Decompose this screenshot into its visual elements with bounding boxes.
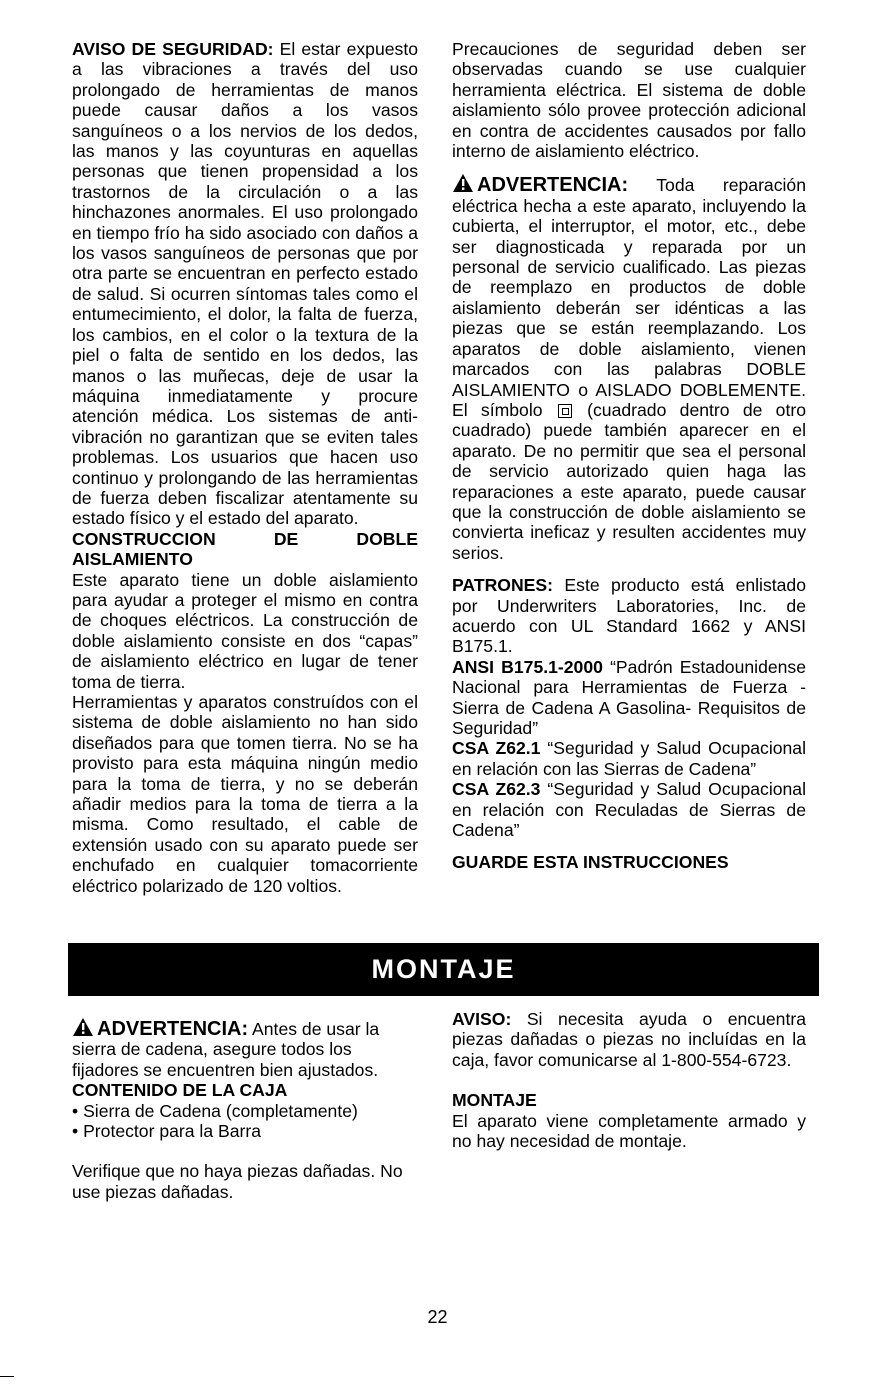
csa1-heading: CSA Z62.1 (452, 738, 541, 759)
precauciones-paragraph: Precauciones de seguridad deben ser observadas cuando se use cualquier herramienta eléctrica. El sistema de doble aislamiento sólo provee protección adicional en contra de accidentes causados por fallo interno de aislamiento eléctrico. (452, 39, 806, 162)
csa2-paragraph (452, 779, 806, 840)
bottom-right-column (452, 1009, 806, 1151)
double-insulation-symbol-icon (558, 404, 572, 418)
csa2-heading: CSA Z62.3 (452, 779, 541, 800)
patrones-paragraph (452, 575, 806, 657)
csa1-text: “Seguridad y Salud Ocupacional en relación con las Sierras de Cadena” (452, 738, 806, 779)
montaje-text: El aparato viene completamente armado y no hay necesidad de montaje. (452, 1110, 806, 1152)
verifique-paragraph: Verifique que no haya piezas dañadas. No use piezas dañadas. (72, 1161, 403, 1202)
ansi-paragraph (452, 657, 806, 739)
bottom-advertencia-heading: ADVERTENCIA: (97, 1018, 249, 1040)
corner-mark (0, 1376, 14, 1377)
bottom-aviso-heading: AVISO: (452, 1009, 512, 1029)
warning-triangle-icon (452, 173, 474, 193)
advertencia-text-1: Toda reparación eléctrica hecha a este aparato, incluyendo la cubierta, el interruptor, el motor, etc., debe ser diagnosticada y reparada por un personal de servicio cualificado. Las piezas de reemplazo en productos de doble aislamiento deberán ser idénticas a las piezas que se están reemplazando. Los aparatos de doble aislamiento, vienen marcados con las palabras DOBLE AISLAMIENTO o AISLADO DOBLEMENTE. El símbolo (452, 175, 806, 420)
list-item: • Sierra de Cadena (completamente) (72, 1101, 422, 1121)
ansi-heading: ANSI B175.1-2000 (452, 656, 603, 677)
bottom-advertencia-text: Antes de usar la sierra de cadena, asegure todos los fijadores se encuentren bien ajustados. (72, 1019, 380, 1080)
construccion-paragraph-2: Herramientas y aparatos construídos con el sistema de doble aislamiento no han sido diseñados para que tomen tierra. No se ha provisto para esta máquina ningún medio para la toma de tierra, y no se deberán añadir medios para la toma de tierra a la misma. Como resultado, el cable de extensión usado con su aparato puede ser enchufado en cualquier tomacorriente eléctrico polarizado de 120 voltios. (72, 692, 418, 896)
bottom-left-column (72, 1017, 422, 1202)
ansi-text: “Padrón Estadounidense Nacional para Herramientas de Fuerza -Sierra de Cadena A Gasolina- Requisitos de Seguridad” (452, 656, 806, 738)
construccion-paragraph-1: Este aparato tiene un doble aislamiento para ayudar a proteger el mismo en contra de choques eléctricos. La construcción de doble aislamiento consiste en dos “capas” de aislamiento eléctrico en lugar de tener toma de tierra. (72, 569, 418, 692)
guarde-instrucciones: GUARDE ESTA INSTRUCCIONES (452, 852, 729, 873)
bottom-aviso-text: Si necesita ayuda o encuentra piezas dañadas o piezas no incluídas en la caja, favor comunicarse al 1-800-554-6723. (452, 1009, 806, 1070)
contenido-heading: CONTENIDO DE LA CAJA (72, 1080, 288, 1101)
advertencia-paragraph (452, 173, 806, 563)
list-item: • Protector para la Barra (72, 1121, 422, 1141)
bottom-aviso-paragraph (452, 1009, 806, 1070)
aviso-seguridad-heading: AVISO DE SEGURIDAD: (72, 39, 274, 59)
page-number: 22 (427, 1307, 448, 1327)
montaje-banner: MONTAJE (68, 943, 819, 996)
construccion-heading: CONSTRUCCION DE DOBLE AISLAMIENTO (72, 528, 418, 570)
left-column (72, 39, 418, 896)
right-column (452, 39, 806, 873)
warning-triangle-icon (72, 1017, 94, 1037)
montaje-heading: MONTAJE (452, 1090, 537, 1111)
aviso-seguridad-paragraph (72, 39, 418, 529)
contenido-list (72, 1101, 422, 1142)
patrones-heading: PATRONES: (452, 575, 553, 596)
bottom-advertencia-paragraph (72, 1017, 422, 1080)
advertencia-heading: ADVERTENCIA: (477, 174, 629, 197)
csa1-paragraph (452, 738, 806, 779)
aviso-seguridad-text: El estar expuesto a las vibraciones a través del uso prolongado de herramientas de manos puede causar daños a los vasos sanguíneos o a los nervios de los dedos, las manos y las coyunturas en aquellas personas que tienen propensidad a los trastornos de la circulación o a las hinchazones anormales. El uso prolongado en tiempo frío ha sido asociado con daños a los vasos sanguíneos de personas que por otra parte se encuentran en perfecto estado de salud. Si ocurren síntomas tales como el entumecimiento, el dolor, la falta de fuerza, los cambios, en el color o la textura de la piel o falta de sentido en los dedos, las manos o las muñecas, deje de usar la máquina inmediatamente y procure atención médica. Los sistemas de anti-vibración no garantizan que se eviten tales problemas. Los usuarios que hacen uso continuo y prolongando de las herramientas de fuerza deben fiscalizar atentamente su estado físico y el estado del aparato. (72, 39, 419, 529)
advertencia-text-2: (cuadrado dentro de otro cuadrado) puede también aparecer en el aparato. De no permitir que sea el personal de servicio autorizado quien haga las reparaciones a este aparato, puede causar que la construcción de doble aislamiento se convierta ineficaz y resulten accidentes muy serios. (452, 399, 807, 563)
csa2-text: “Seguridad y Salud Ocupacional en relación con Reculadas de Sierras de Cadena” (452, 779, 806, 841)
patrones-text: Este producto está enlistado por Underwriters Laboratories, Inc. de acuerdo con UL Standard 1662 y ANSI B175.1. (452, 575, 806, 657)
